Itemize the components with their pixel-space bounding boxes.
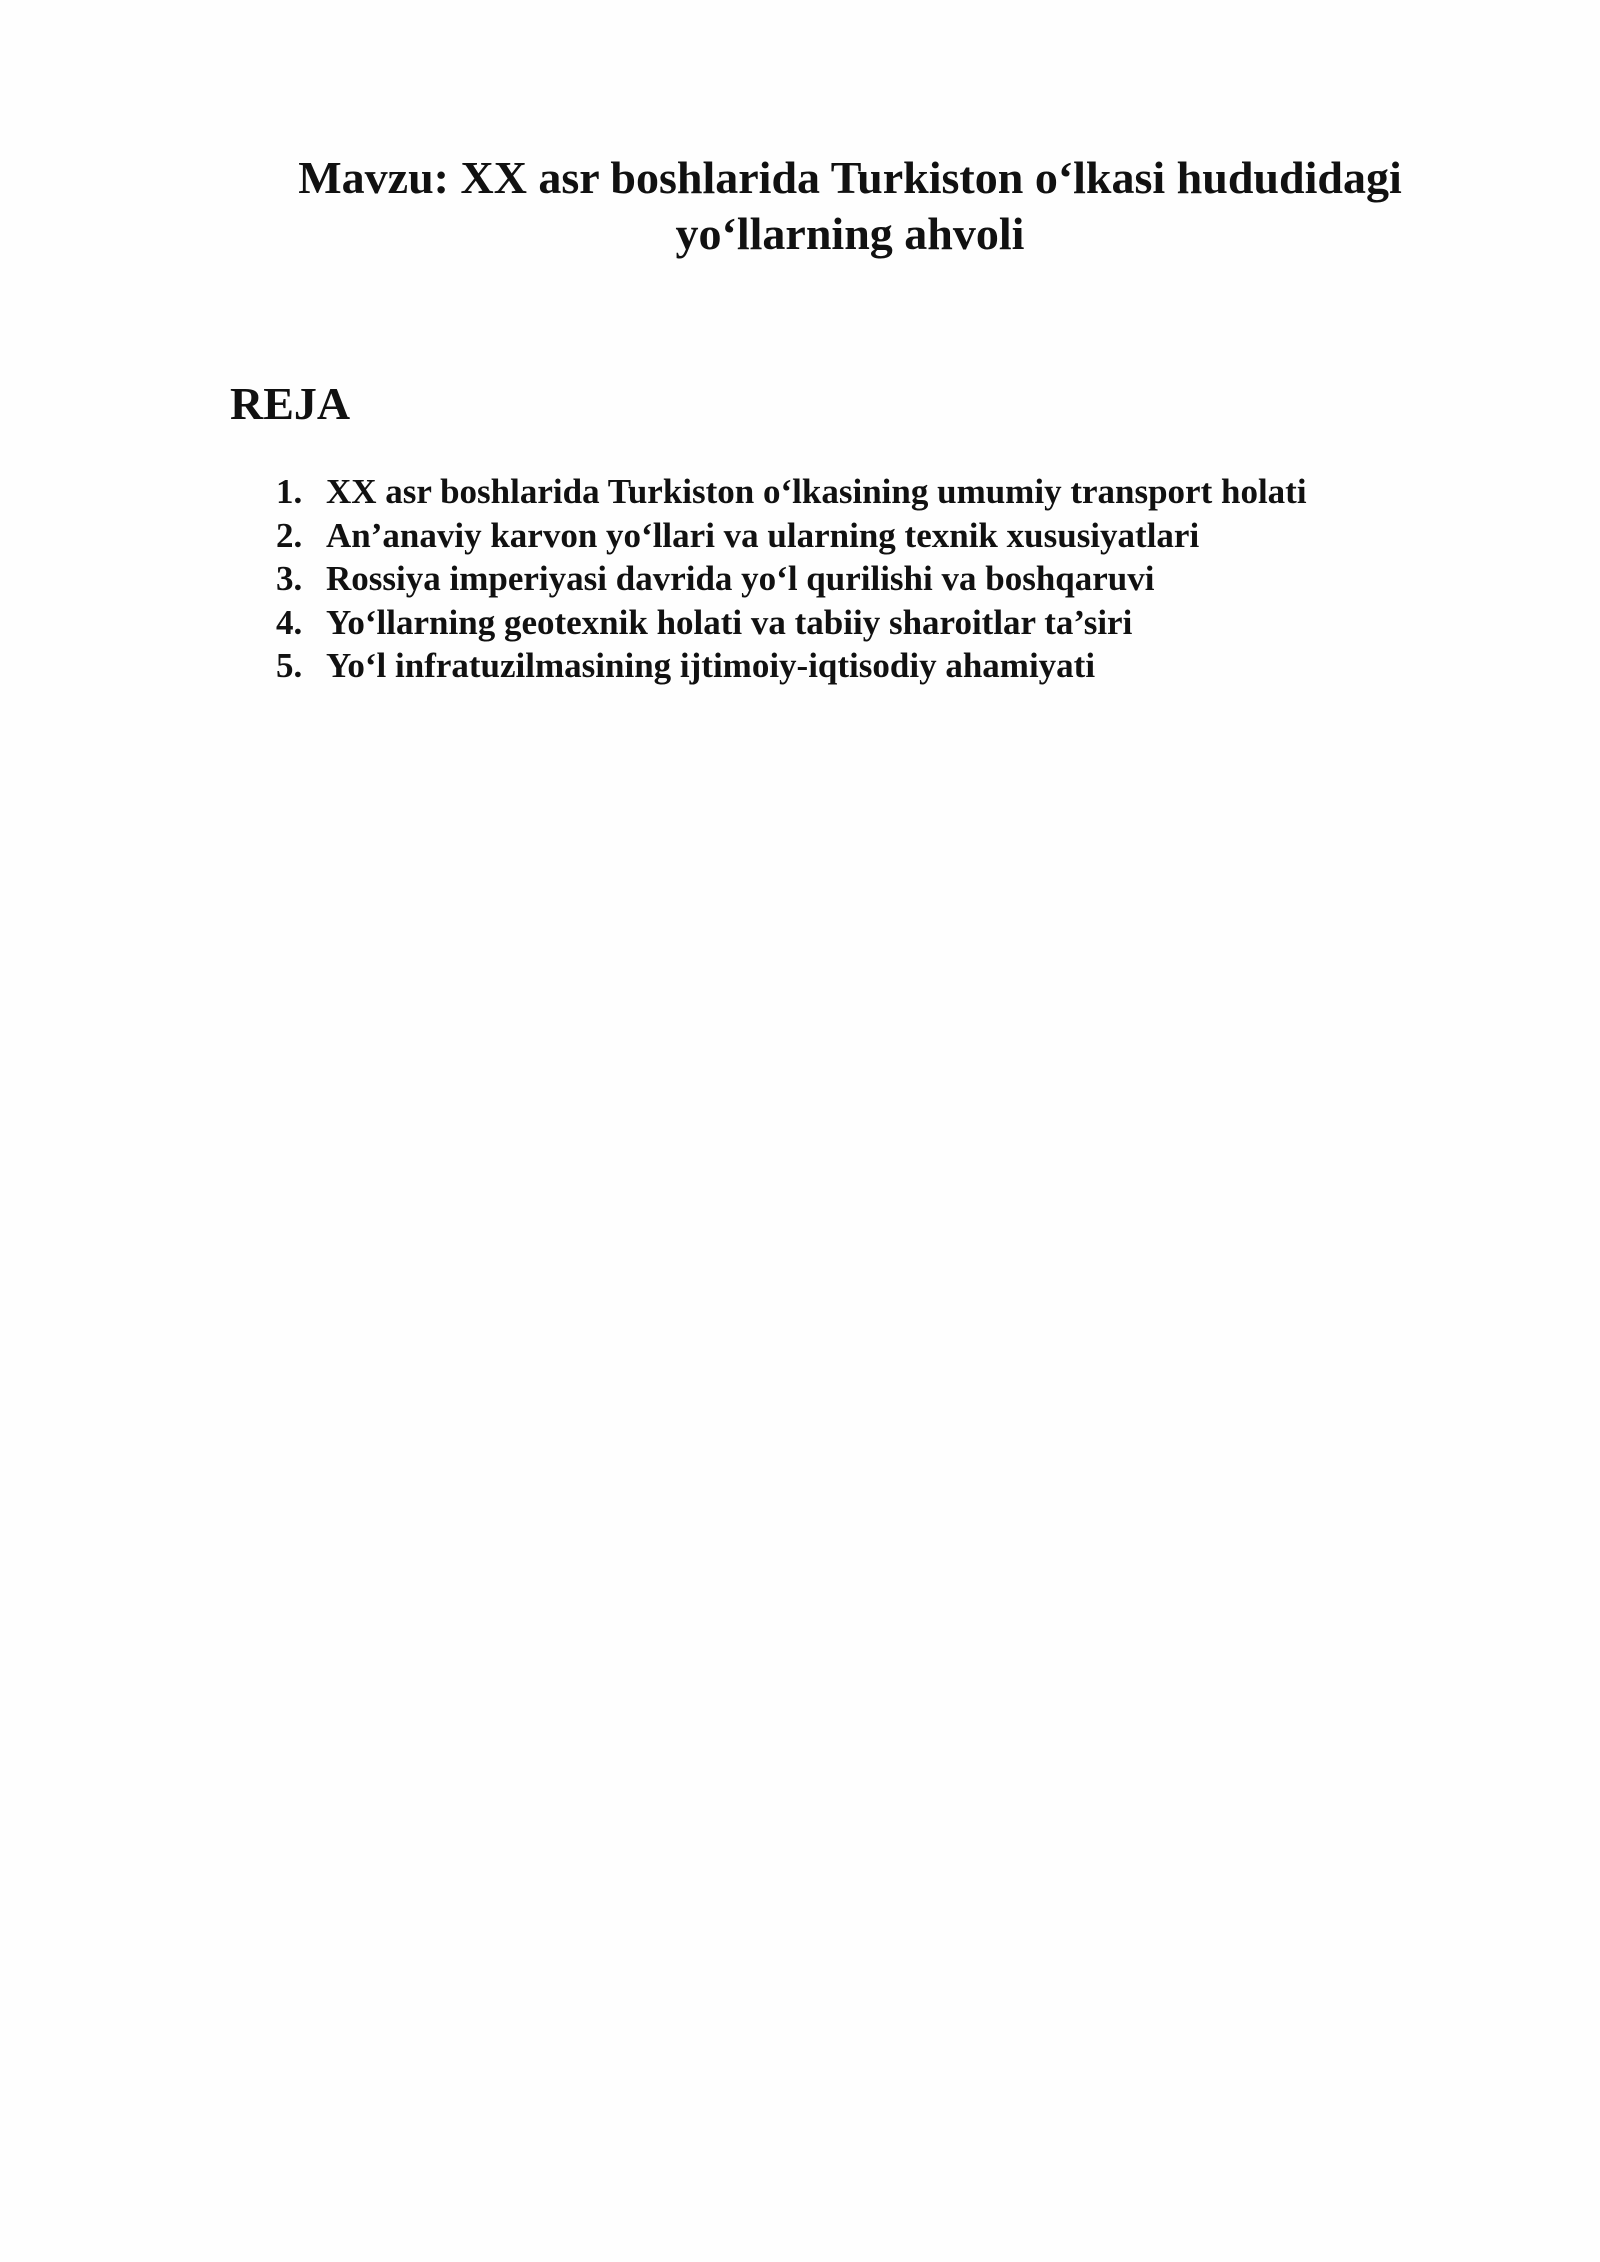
plan-item (276, 601, 1456, 645)
plan-item (276, 470, 1456, 514)
plan-item (276, 514, 1456, 558)
plan-item (276, 557, 1456, 601)
plan-item-number: 2. (276, 515, 303, 555)
plan-item-number: 5. (276, 646, 303, 685)
document-title (230, 150, 1470, 262)
plan-item-number: 3. (276, 559, 303, 598)
document-title-line-1: Mavzu: XX asr boshlarida Turkiston o‘lkasi hududidagi (298, 152, 1402, 203)
plan-item-text: Rossiya imperiyasi davrida yo‘l qurilishi va boshqaruvi (326, 559, 1155, 598)
plan-item (276, 644, 1456, 688)
plan-item-number: 1. (276, 472, 303, 511)
plan-item-text: XX asr boshlarida Turkiston o‘lkasining umumiy transport holati (326, 472, 1307, 511)
plan-heading: REJA (230, 378, 351, 429)
plan-item-text: An’anaviy karvon yo‘llari va ularning texnik xususiyatlari (326, 515, 1200, 555)
plan-item-text: Yo‘l infratuzilmasining ijtimoiy-iqtisodiy ahamiyati (326, 646, 1096, 685)
plan-list (276, 470, 1456, 688)
document-title-line-2: yo‘llarning ahvoli (675, 208, 1025, 259)
plan-item-number: 4. (276, 602, 303, 642)
plan-item-text: Yo‘llarning geotexnik holati va tabiiy sharoitlar ta’siri (326, 602, 1133, 642)
